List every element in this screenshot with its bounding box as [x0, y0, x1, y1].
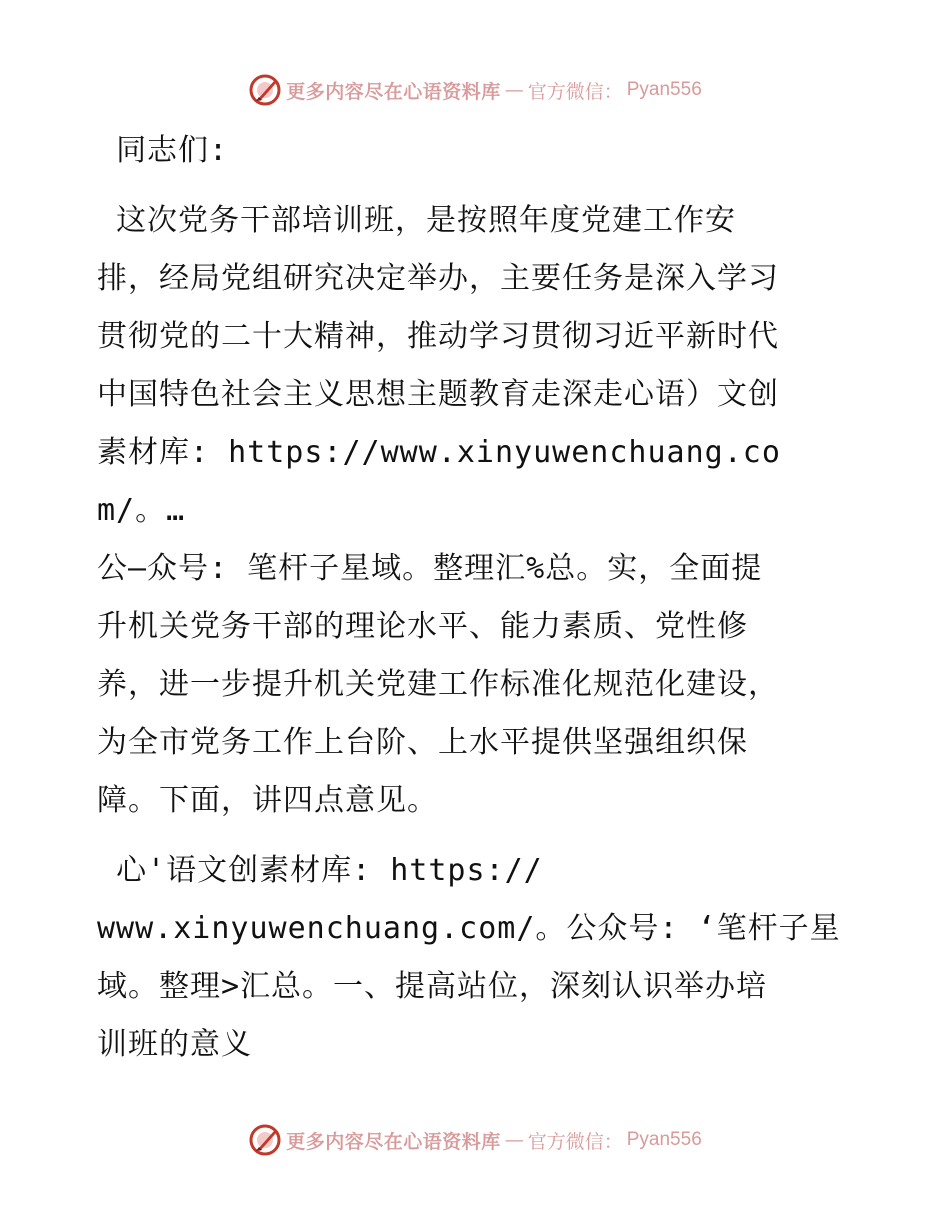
watermark-label: 官方微信： — [527, 1130, 623, 1153]
watermark-id: Pyan556 — [626, 79, 702, 100]
pen-nib-logo-icon — [248, 73, 282, 107]
pen-nib-logo-icon — [248, 1123, 282, 1157]
watermark-brand: 更多内容尽在心语资料库 — [286, 80, 501, 103]
watermark-dash: — — [504, 1129, 524, 1151]
watermark-brand: 更多内容尽在心语资料库 — [286, 1130, 501, 1153]
watermark-id: Pyan556 — [626, 1129, 702, 1150]
watermark-dash: — — [504, 79, 524, 101]
paragraph-intro: 这次党务干部培训班，是按照年度党建工作安 排，经局党组研究决定举办，主要任务是深入学习 贯彻党的二十大精神，推动学习贯彻习近平新时代 中国特色社会主义思想主题教育走深走心语）文创 素材库: https://www.xinyuwenchuang.com/。… 公—众号: 笔杆子星域。整理汇%总。实，全面提 升机关党务干部的理论水平、能力素质、党性修 养，进一步提升机关党建工作标准化规范化建设， 为全市党务工作上台阶、上水平提供坚强组织保 障。下面，讲四点意见。 — [97, 203, 781, 818]
header-watermark — [0, 70, 950, 110]
paragraph-section-one: 心'语文创素材库: https:// www.xinyuwenchuang.com/。公众号: ‘笔杆子星 域。整理>汇总。一、提高站位，深刻认识举办培 训班的意义 — [97, 853, 841, 1062]
salutation: 同志们: — [97, 133, 229, 168]
document-body — [97, 122, 857, 1074]
footer-watermark — [0, 1120, 950, 1160]
watermark-label: 官方微信： — [527, 80, 623, 103]
